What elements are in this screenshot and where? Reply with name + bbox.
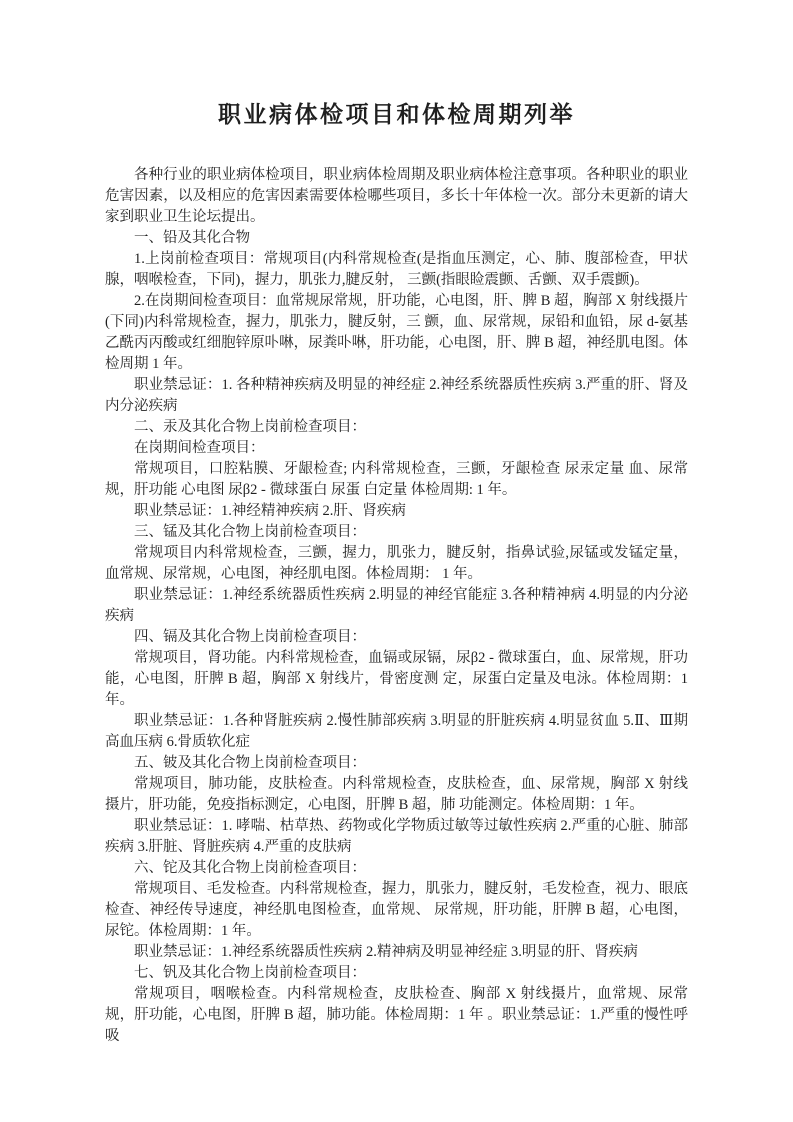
section-heading-mercury: 二、汞及其化合物上岗前检查项目： bbox=[134, 419, 366, 435]
paragraph-manganese-items: 常规项目内科常规检查，三颤，握力，肌张力，腱反射，指鼻试验,尿锰或发锰定量，血常规、尿常规，心电图，神经肌电图。体检周期： 1 年。 bbox=[105, 545, 688, 582]
section-heading-lead: 一、铅及其化合物 bbox=[134, 230, 250, 246]
document-title: 职业病体检项目和体检周期列举 bbox=[218, 102, 575, 127]
paragraph-lead-pre-job: 1.上岗前检查项目：常规项目(内科常规检查(是指血压测定，心、肺、腹部检查，甲状腺，咽喉检查，下同)，握力，肌张力,腱反射， 三颤(指眼睑震颤、舌颤、双手震颤)。 bbox=[105, 251, 688, 288]
paragraph-intro: 各种行业的职业病体检项目，职业病体检周期及职业病体检注意事项。各种职业的职业危害因素，以及相应的危害因素需要体检哪些项目，多长十年体检一次。部分未更新的请大家到职业卫生论坛提出。 bbox=[105, 167, 688, 225]
paragraph-manganese-contraindications: 职业禁忌证：1.神经系统器质性疾病 2.明显的神经官能症 3.各种精神病 4.明显的内分泌疾病 bbox=[105, 587, 688, 624]
paragraph-thallium-items: 常规项目、毛发检查。内科常规检查，握力，肌张力，腱反射，毛发检查，视力、眼底检查、神经传导速度，神经肌电图检查，血常规、 尿常规，肝功能，肝脾 B 超，心电图，尿铊。体检周期：1 年。 bbox=[105, 881, 688, 939]
paragraph-lead-on-job: 2.在岗期间检查项目：血常规尿常规，肝功能，心电图，肝、脾 B 超，胸部 X 射线摄片(下同)内科常规检查，握力，肌张力，腱反射，三 颤，血、尿常规，尿铅和血铅，尿 d-氨基乙酰丙丙酸或红细胞锌原卟啉，尿粪卟啉，肝功能，心电图，肝、脾 B 超，神经肌电图。体检周期 1 年。 bbox=[105, 293, 688, 372]
paragraph-mercury-items: 常规项目，口腔粘膜、牙龈检查; 内科常规检查，三颤，牙龈检查 尿汞定量 血、尿常规，肝功能 心电图 尿β2 - 微球蛋白 尿蛋 白定量 体检周期: 1 年。 bbox=[105, 461, 688, 498]
paragraph-thallium-contraindications: 职业禁忌证：1.神经系统器质性疾病 2.精神病及明显神经症 3.明显的肝、肾疾病 bbox=[134, 944, 638, 960]
section-heading-vanadium: 七、钒及其化合物上岗前检查项目： bbox=[134, 965, 366, 981]
paragraph-beryllium-contraindications: 职业禁忌证：1. 哮喘、枯草热、药物或化学物质过敏等过敏性疾病 2.严重的心脏、肺部疾病 3.肝脏、肾脏疾病 4.严重的皮肤病 bbox=[105, 818, 688, 855]
document-body bbox=[105, 165, 688, 1047]
paragraph-mercury-on-job-label: 在岗期间检查项目： bbox=[134, 440, 265, 456]
section-heading-cadmium: 四、镉及其化合物上岗前检查项目： bbox=[134, 629, 366, 645]
paragraph-beryllium-items: 常规项目，肺功能，皮肤检查。内科常规检查，皮肤检查，血、尿常规，胸部 X 射线摄片，肝功能，免疫指标测定，心电图，肝脾 B 超，肺 功能测定。体检周期：1 年。 bbox=[105, 776, 688, 813]
section-heading-beryllium: 五、铍及其化合物上岗前检查项目： bbox=[134, 755, 366, 771]
paragraph-cadmium-items: 常规项目，肾功能。内科常规检查，血镉或尿镉，尿β2 - 微球蛋白，血、尿常规，肝功能，心电图，肝脾 B 超，胸部 X 射线片，骨密度测 定，尿蛋白定量及电泳。体检周期：1 年。 bbox=[105, 650, 688, 708]
paragraph-mercury-contraindications: 职业禁忌证：1.神经精神疾病 2.肝、肾疾病 bbox=[134, 503, 406, 519]
section-heading-manganese: 三、锰及其化合物上岗前检查项目： bbox=[134, 524, 366, 540]
paragraph-cadmium-contraindications: 职业禁忌证：1.各种肾脏疾病 2.慢性肺部疾病 3.明显的肝脏疾病 4.明显贫血 5.Ⅱ、Ⅲ期高血压病 6.骨质软化症 bbox=[105, 713, 688, 750]
paragraph-vanadium-items: 常规项目，咽喉检查。内科常规检查，皮肤检查、胸部 X 射线摄片，血常规、尿常规，肝功能，心电图，肝脾 B 超，肺功能。体检周期：1 年 。职业禁忌证：1.严重的慢性呼吸 bbox=[105, 986, 688, 1044]
paragraph-lead-contraindications: 职业禁忌证：1. 各种精神疾病及明显的神经症 2.神经系统器质性疾病 3.严重的肝、肾及内分泌疾病 bbox=[105, 377, 688, 414]
section-heading-thallium: 六、铊及其化合物上岗前检查项目： bbox=[134, 860, 366, 876]
